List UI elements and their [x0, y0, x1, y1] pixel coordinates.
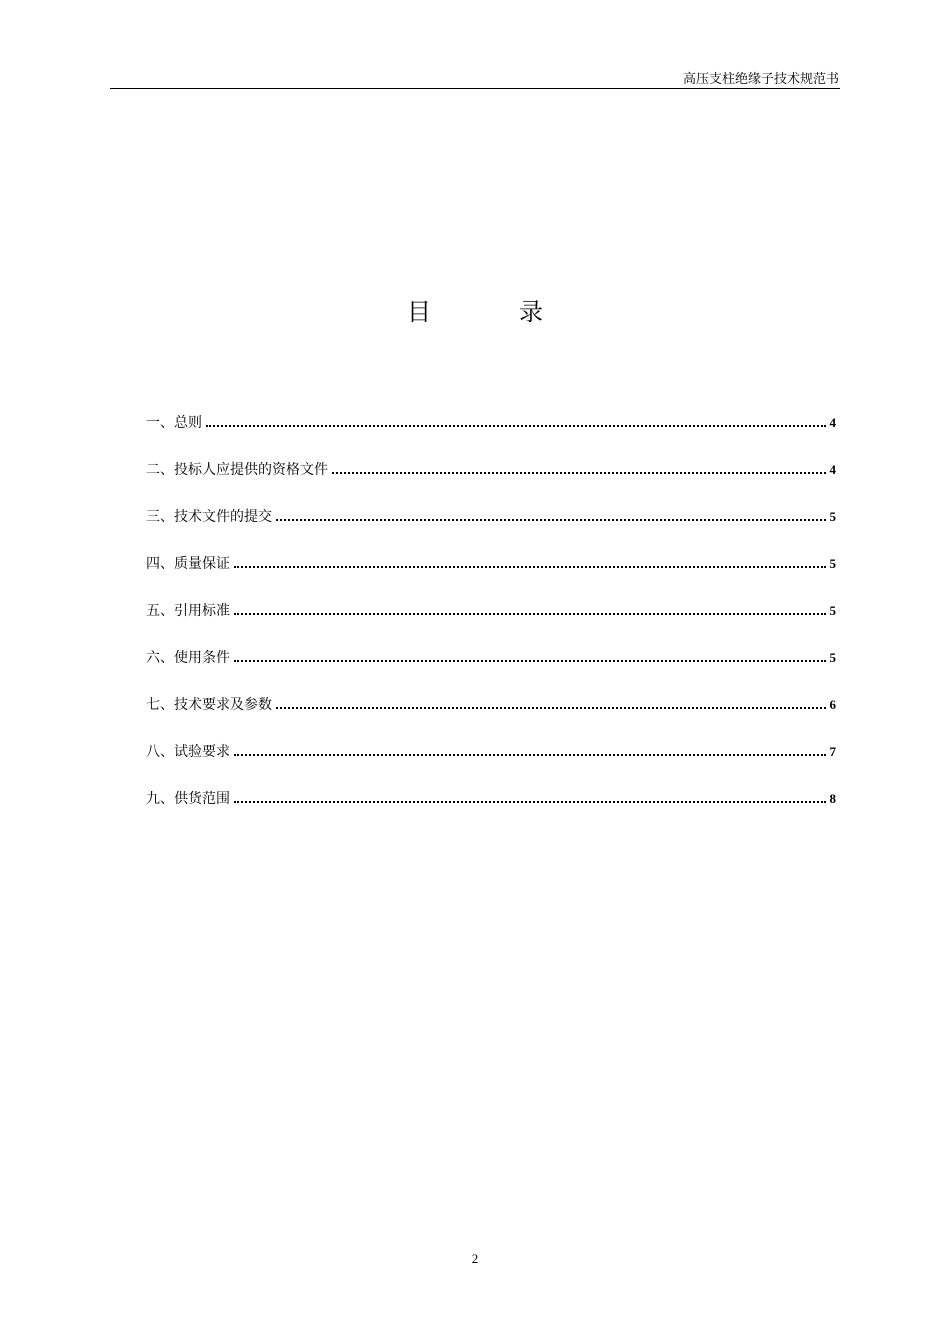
header-rule: [110, 88, 840, 89]
page-number: 2: [471, 1251, 479, 1266]
toc-item-page: 5: [829, 556, 836, 571]
toc-item-test-requirements[interactable]: [146, 741, 836, 788]
toc-leader-dots: [276, 697, 826, 709]
toc-title-char-1: 目: [407, 298, 431, 326]
toc-item-page: 7: [829, 744, 836, 759]
toc-item-usage-conditions[interactable]: [146, 647, 836, 694]
toc-title-char-2: 录: [519, 298, 543, 326]
header-title: 高压支柱绝缘子技术规范书: [682, 72, 839, 87]
toc-list: [146, 412, 836, 835]
toc-leader-dots: [234, 603, 826, 615]
toc-item-label: 一、总则: [146, 415, 202, 431]
toc-title: [0, 296, 950, 328]
toc-item-referenced-standards[interactable]: [146, 600, 836, 647]
toc-leader-dots: [234, 556, 826, 568]
toc-item-label: 四、质量保证: [146, 556, 230, 572]
toc-item-qualification-documents[interactable]: [146, 459, 836, 506]
toc-item-technical-documents[interactable]: [146, 506, 836, 553]
toc-item-label: 五、引用标准: [146, 603, 230, 619]
toc-item-page: 6: [829, 697, 836, 712]
toc-leader-dots: [234, 650, 826, 662]
toc-item-label: 六、使用条件: [146, 650, 230, 666]
toc-item-page: 4: [829, 415, 836, 430]
toc-item-label: 八、试验要求: [146, 744, 230, 760]
toc-item-page: 5: [829, 603, 836, 618]
toc-item-supply-scope[interactable]: [146, 788, 836, 835]
toc-leader-dots: [234, 791, 826, 803]
toc-leader-dots: [276, 509, 826, 521]
toc-item-page: 5: [829, 650, 836, 665]
toc-item-label: 九、供货范围: [146, 791, 230, 807]
toc-item-general[interactable]: [146, 412, 836, 459]
toc-leader-dots: [332, 462, 826, 474]
toc-leader-dots: [206, 415, 826, 427]
toc-item-page: 4: [829, 462, 836, 477]
toc-item-label: 二、投标人应提供的资格文件: [146, 462, 328, 478]
toc-item-page: 8: [829, 791, 836, 806]
toc-item-label: 七、技术要求及参数: [146, 697, 272, 713]
toc-item-label: 三、技术文件的提交: [146, 509, 272, 525]
toc-item-quality-assurance[interactable]: [146, 553, 836, 600]
toc-item-page: 5: [829, 509, 836, 524]
toc-leader-dots: [234, 744, 826, 756]
toc-item-technical-requirements[interactable]: [146, 694, 836, 741]
